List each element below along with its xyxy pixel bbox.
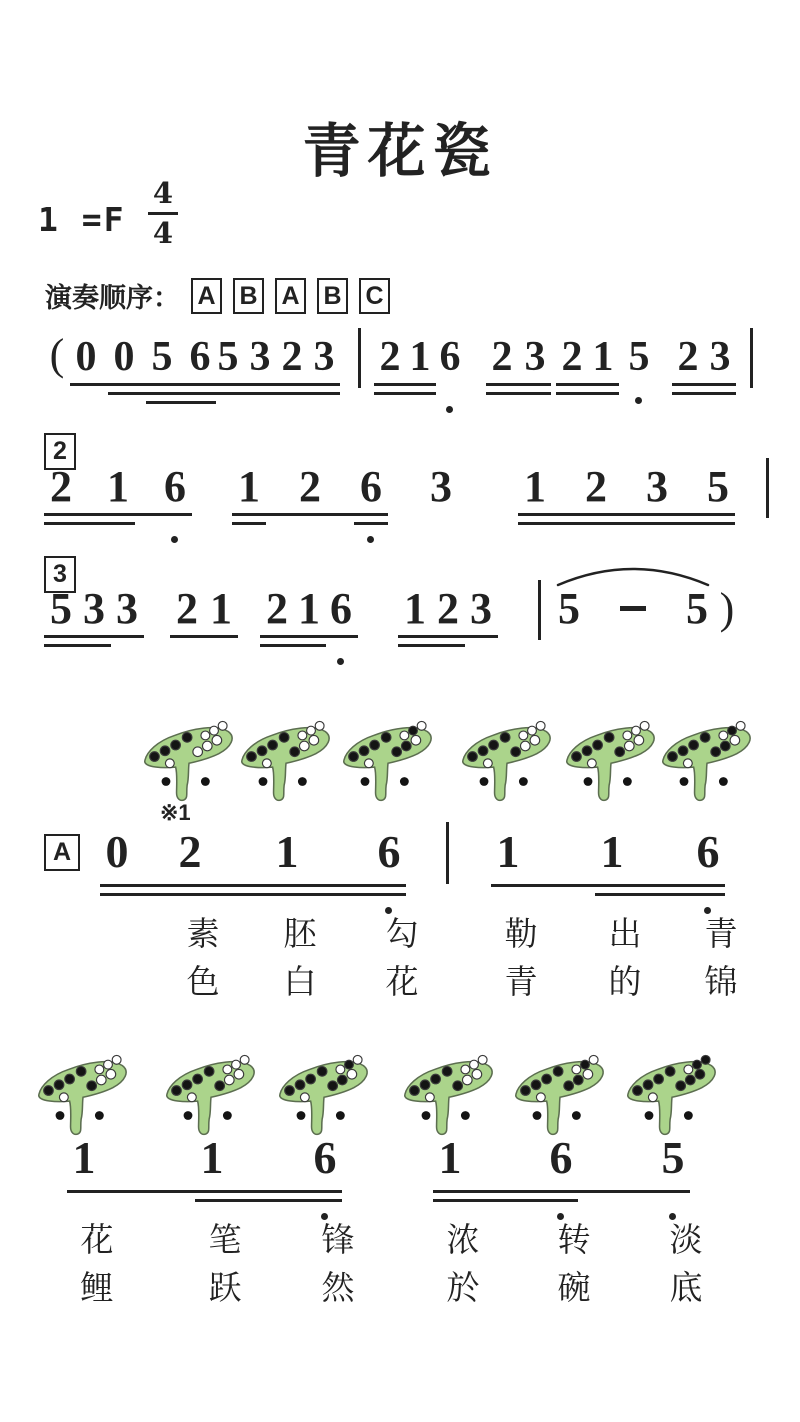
key-name: F: [103, 200, 126, 239]
play-order-label: 演奏顺序：: [45, 283, 180, 313]
note-digit: 2: [561, 334, 583, 380]
note-digit: 6: [696, 826, 720, 877]
note-digit: 1: [496, 826, 520, 877]
beam-line: [260, 644, 326, 647]
beam-line: [100, 893, 406, 896]
note-digit: 3: [313, 334, 335, 380]
note-digit: 2: [299, 462, 321, 511]
ocarina-fingering-diagram: [660, 712, 756, 804]
lyric-char: 青: [704, 914, 738, 953]
time-signature-numerator: 4: [152, 176, 174, 210]
lyric-char: 底: [669, 1268, 703, 1307]
lyric-char: 碗: [557, 1268, 591, 1307]
note-digit: 2: [178, 826, 202, 877]
note-digit: 5: [151, 334, 173, 380]
beam-line: [260, 635, 358, 638]
note-digit: ): [719, 584, 735, 633]
beam-line: [398, 644, 465, 647]
octave-dot: [446, 406, 453, 413]
note-digit: 1: [438, 1132, 462, 1183]
beam-line: [486, 392, 551, 395]
ocarina-fingering-diagram: [402, 1046, 498, 1138]
beam-line: [67, 1190, 342, 1193]
beam-line: [170, 635, 238, 638]
beam-line: [44, 513, 192, 516]
beam-line: [108, 392, 216, 395]
beam-line: [595, 893, 725, 896]
beam-line: [354, 522, 388, 525]
note-digit: 3: [83, 584, 105, 633]
slur-arc: [552, 551, 714, 589]
note-digit: 3: [709, 334, 731, 380]
barline: [766, 458, 769, 518]
key-signature: [38, 200, 126, 239]
note-digit: 1: [298, 584, 320, 633]
ocarina-fingering-diagram: [341, 712, 437, 804]
lyric-char: 素: [186, 914, 220, 953]
beam-line: [398, 635, 498, 638]
play-order-letter: B: [233, 278, 264, 314]
ocarina-fingering-diagram: [513, 1046, 609, 1138]
lyric-char: 色: [186, 962, 220, 1001]
note-digit: 2: [437, 584, 459, 633]
section-letter-label: A: [44, 834, 80, 871]
note-digit: 3: [470, 584, 492, 633]
fingering-annotation: ※1: [160, 800, 191, 825]
note-digit: 1: [600, 826, 624, 877]
note-digit: 6: [164, 462, 186, 511]
play-order-letter: C: [359, 278, 390, 314]
beam-line: [672, 392, 736, 395]
barline: [750, 328, 753, 388]
note-digit: 1: [107, 462, 129, 511]
ocarina-fingering-diagram: [164, 1046, 260, 1138]
note-digit: 1: [524, 462, 546, 511]
note-digit: 1: [275, 826, 299, 877]
section-number-label: 2: [44, 433, 76, 470]
octave-dot: [635, 397, 642, 404]
note-digit: 1: [210, 584, 232, 633]
ocarina-fingering-diagram: [142, 712, 238, 804]
page-title: 青花瓷: [302, 117, 498, 185]
beam-line: [518, 522, 735, 525]
ocarina-fingering-diagram: [460, 712, 556, 804]
note-digit: 5: [217, 334, 239, 380]
lyric-char: 胚: [283, 914, 317, 953]
ocarina-fingering-diagram: [36, 1046, 132, 1138]
lyric-char: 转: [557, 1220, 591, 1259]
note-digit: 5: [707, 462, 729, 511]
note-digit: 5: [628, 334, 650, 380]
time-signature: [146, 176, 180, 251]
lyric-char: 青: [504, 962, 538, 1001]
note-digit: 5: [661, 1132, 685, 1183]
lyric-char: 花: [385, 962, 419, 1001]
beam-line: [556, 383, 619, 386]
note-digit: 3: [430, 462, 452, 511]
note-digit: 3: [116, 584, 138, 633]
beam-line: [672, 383, 736, 386]
note-digit: 1: [404, 584, 426, 633]
note-digit: 6: [189, 334, 211, 380]
ocarina-fingering-diagram: [625, 1046, 721, 1138]
lyric-char: 然: [321, 1268, 355, 1307]
note-digit: 3: [524, 334, 546, 380]
lyric-char: 勾: [385, 914, 419, 953]
note-digit: 6: [313, 1132, 337, 1183]
octave-dot: [337, 658, 344, 665]
beam-line: [556, 392, 619, 395]
note-digit: 0: [113, 334, 135, 380]
note-digit: 1: [200, 1132, 224, 1183]
octave-dot: [171, 536, 178, 543]
beam-line: [433, 1190, 690, 1193]
beam-line: [44, 635, 144, 638]
beam-line: [146, 401, 216, 404]
play-order-letter: A: [275, 278, 306, 314]
barline: [358, 328, 361, 388]
beam-line: [486, 383, 551, 386]
note-digit: 2: [585, 462, 607, 511]
beam-line: [70, 383, 216, 386]
time-signature-denominator: 4: [152, 215, 174, 250]
note-digit: 1: [409, 334, 431, 380]
minus-dash: [620, 606, 646, 611]
beam-line: [212, 392, 340, 395]
beam-line: [374, 392, 436, 395]
note-digit: 5: [50, 584, 72, 633]
play-order-letter: B: [317, 278, 348, 314]
beam-line: [491, 884, 725, 887]
beam-line: [232, 513, 388, 516]
lyric-char: 浓: [446, 1220, 480, 1259]
lyric-char: 勒: [504, 914, 538, 953]
beam-line: [518, 513, 735, 516]
note-digit: 2: [677, 334, 699, 380]
play-order-letter: A: [191, 278, 222, 314]
lyric-char: 锋: [321, 1220, 355, 1259]
note-digit: 3: [646, 462, 668, 511]
lyric-char: 锦: [704, 962, 738, 1001]
lyric-char: 出: [608, 914, 642, 953]
beam-line: [195, 1199, 342, 1202]
beam-line: [100, 884, 406, 887]
lyric-char: 淡: [669, 1220, 703, 1259]
lyric-char: 鲤: [80, 1268, 114, 1307]
barline: [538, 580, 541, 640]
note-digit: 6: [330, 584, 352, 633]
note-digit: 2: [176, 584, 198, 633]
octave-dot: [367, 536, 374, 543]
lyric-char: 的: [608, 962, 642, 1001]
note-digit: 2: [266, 584, 288, 633]
ocarina-fingering-diagram: [564, 712, 660, 804]
lyric-char: 笔: [208, 1220, 242, 1259]
lyric-char: 於: [446, 1268, 480, 1307]
note-digit: 3: [249, 334, 271, 380]
note-digit: 6: [439, 334, 461, 380]
ocarina-fingering-diagram: [239, 712, 335, 804]
play-order: [45, 276, 390, 315]
beam-line: [44, 522, 135, 525]
note-digit: 2: [281, 334, 303, 380]
beam-line: [433, 1199, 578, 1202]
note-digit: 5: [558, 584, 580, 633]
barline: [446, 822, 449, 884]
note-digit: 5: [686, 584, 708, 633]
note-digit: 6: [377, 826, 401, 877]
note-digit: 6: [549, 1132, 573, 1183]
note-digit: 0: [105, 826, 129, 877]
key-equals: =: [81, 200, 104, 239]
beam-line: [232, 522, 266, 525]
lyric-char: 跃: [208, 1268, 242, 1307]
note-digit: 2: [379, 334, 401, 380]
note-digit: 1: [72, 1132, 96, 1183]
note-digit: 1: [592, 334, 614, 380]
note-digit: 2: [50, 462, 72, 511]
ocarina-fingering-diagram: [277, 1046, 373, 1138]
key-scale-degree: 1: [38, 200, 60, 239]
section-number-label: 3: [44, 556, 76, 593]
note-digit: 1: [238, 462, 260, 511]
beam-line: [44, 644, 111, 647]
note-digit: 6: [360, 462, 382, 511]
beam-line: [374, 383, 436, 386]
beam-line: [212, 383, 340, 386]
lyric-char: 白: [283, 962, 317, 1001]
note-digit: 0: [75, 334, 97, 380]
lyric-char: 花: [80, 1220, 114, 1259]
note-digit: 2: [491, 334, 513, 380]
open-paren: (: [49, 330, 65, 379]
time-signature-divider: [148, 212, 178, 215]
